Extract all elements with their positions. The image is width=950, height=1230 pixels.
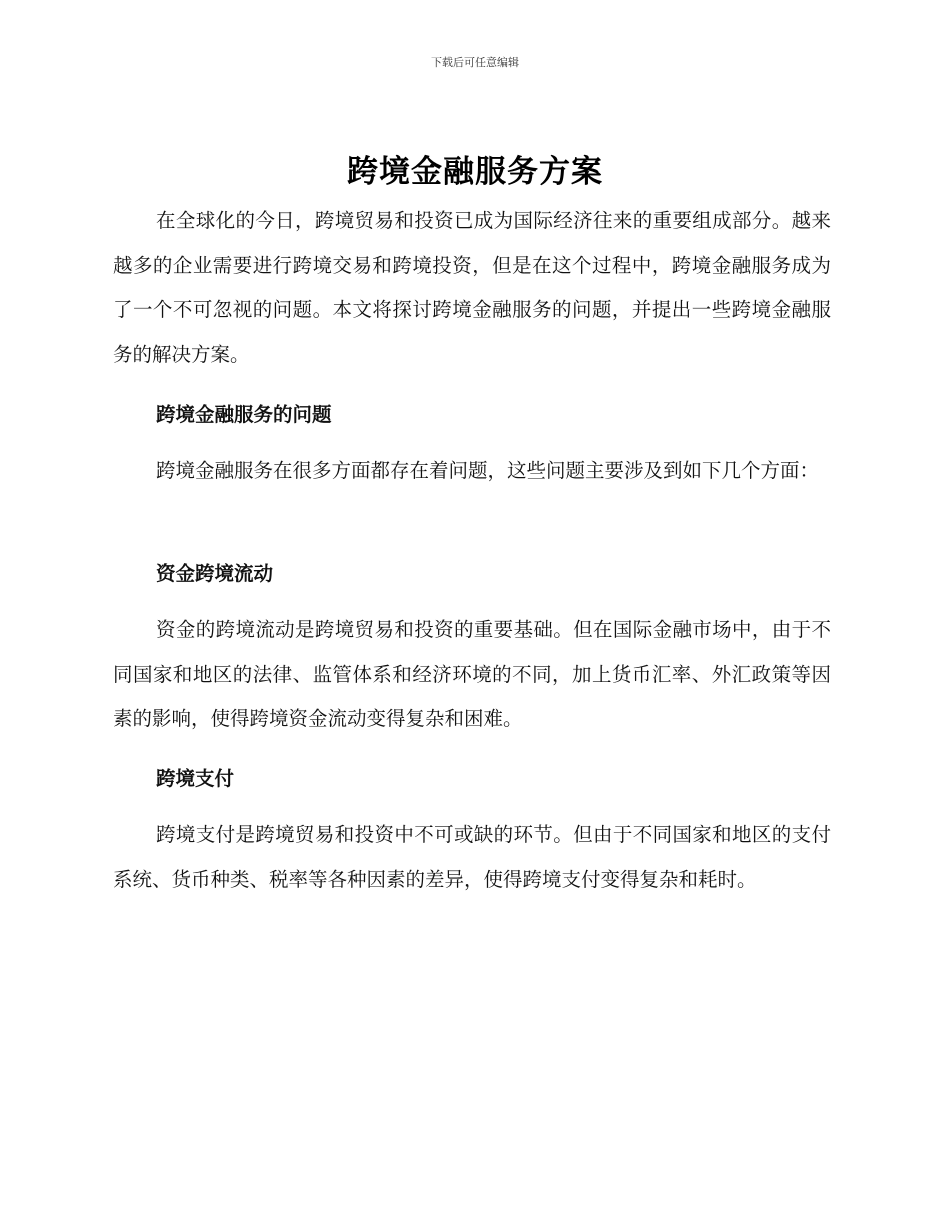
paragraph-capital-flow: 资金的跨境流动是跨境贸易和投资的重要基础。但在国际金融市场中，由于不同国家和地区的法律、监管体系和经济环境的不同，加上货币汇率、外汇政策等因素的影响，使得跨境资金流动变得复杂和困难。 [113, 618, 831, 730]
heading-capital-flow: 资金跨境流动 [156, 562, 274, 585]
paragraph-intro: 在全球化的今日，跨境贸易和投资已成为国际经济往来的重要组成部分。越来越多的企业需要进行跨境交易和跨境投资，但是在这个过程中，跨境金融服务成为了一个不可忽视的问题。本文将探讨跨境金融服务的问题，并提出一些跨境金融服务的解决方案。 [113, 209, 831, 366]
heading-problems: 跨境金融服务的问题 [156, 403, 332, 426]
document-title: 跨境金融服务方案 [347, 154, 603, 190]
paragraph-problems: 跨境金融服务在很多方面都存在着问题，这些问题主要涉及到如下几个方面： [156, 459, 820, 482]
heading-payment: 跨境支付 [156, 767, 235, 790]
header-note: 下载后可任意编辑 [431, 56, 519, 69]
paragraph-payment: 跨境支付是跨境贸易和投资中不可或缺的环节。但由于不同国家和地区的支付系统、货币种类、税率等各种因素的差异，使得跨境支付变得复杂和耗时。 [113, 823, 831, 891]
